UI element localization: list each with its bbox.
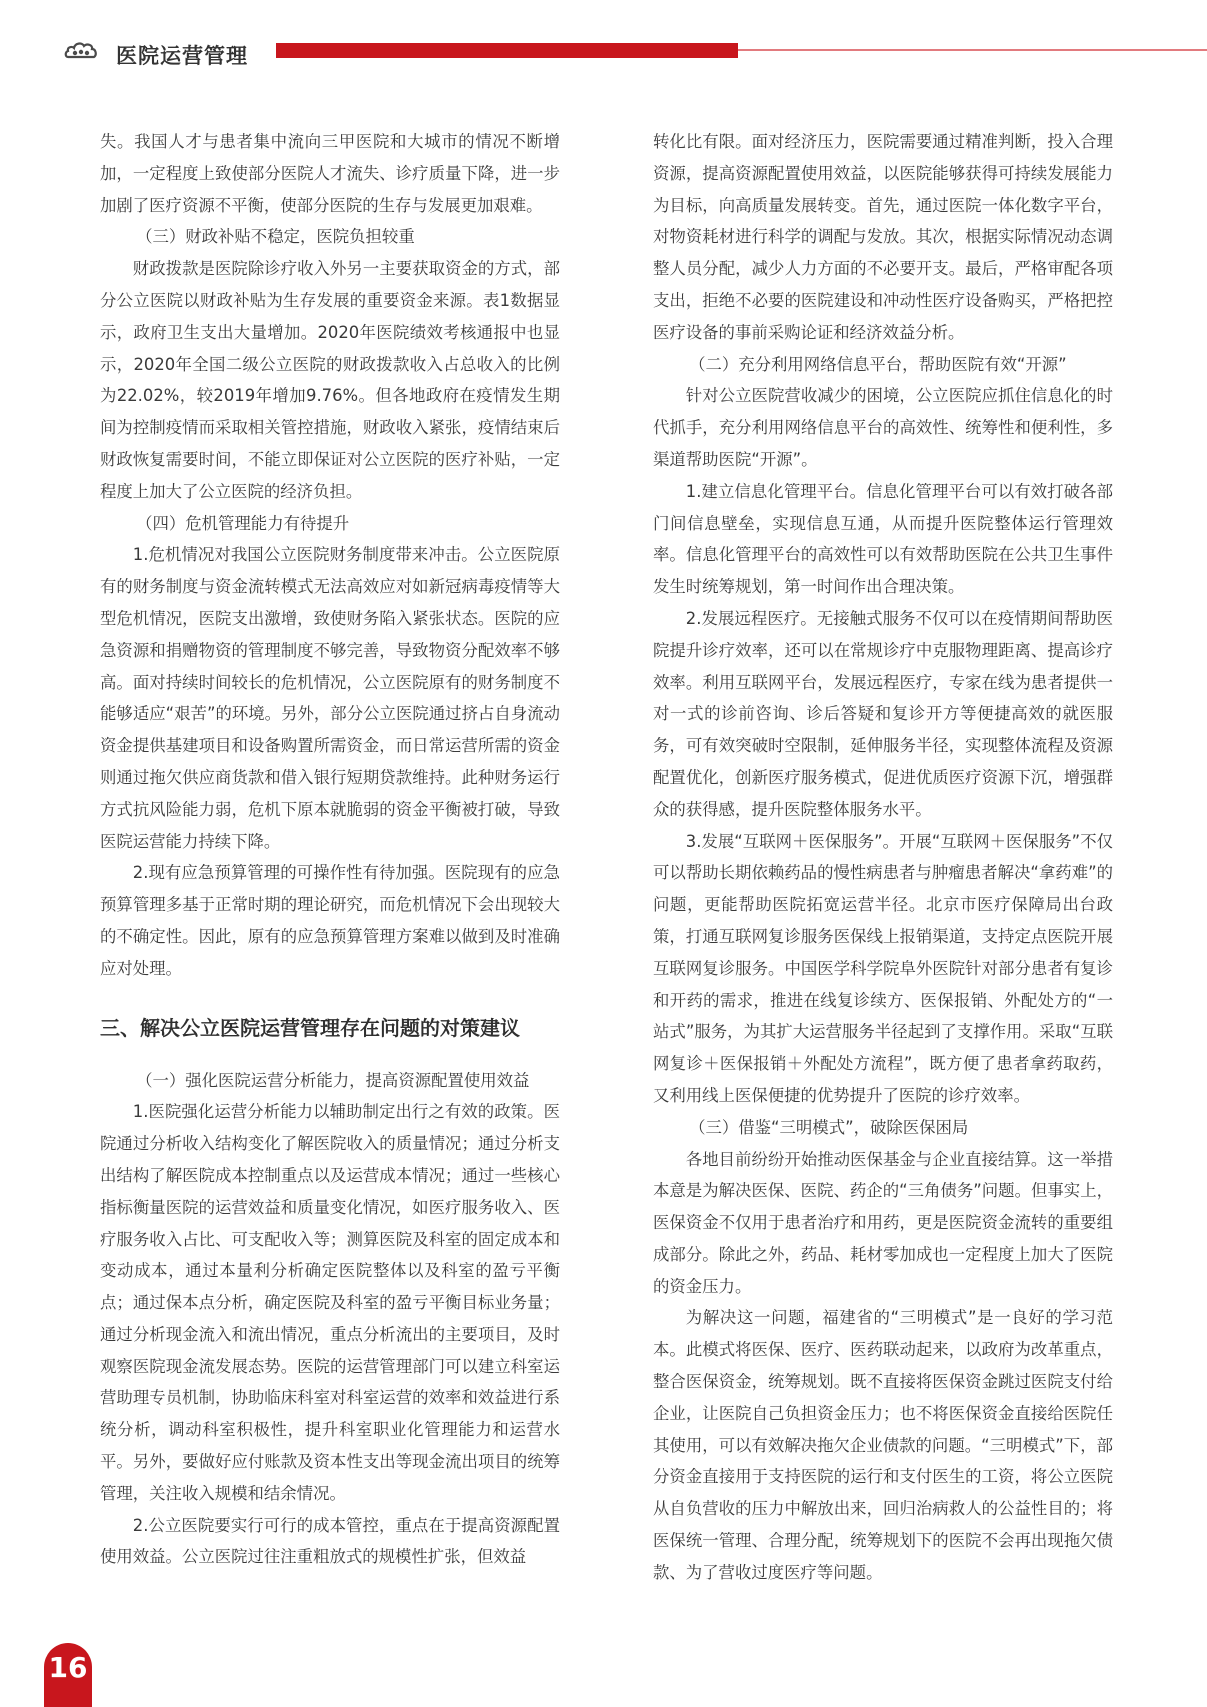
- section-heading: 三、解决公立医院运营管理存在问题的对策建议: [100, 1015, 520, 1040]
- right-column: [653, 126, 1113, 1589]
- subsection-heading: （三）财政补贴不稳定，医院负担较重: [136, 227, 415, 247]
- body-paragraph: 各地目前纷纷开始推动医保基金与企业直接结算。这一举措本意是为解决医保、医院、药企的“三角债务”问题。但事实上，医保资金不仅用于患者治疗和用药，更是医院资金流转的重要组成部分。除此之外，药品、耗材零加成也一定程度上加大了医院的资金压力。: [653, 1149, 1113, 1296]
- body-paragraph: 针对公立医院营收减少的困境，公立医院应抓住信息化的时代抓手，充分利用网络信息平台的高效性、统筹性和便利性，多渠道帮助医院“开源”。: [653, 386, 1113, 469]
- body-paragraph: 1.危机情况对我国公立医院财务制度带来冲击。公立医院原有的财务制度与资金流转模式无法高效应对如新冠病毒疫情等大型危机情况，医院支出激增，致使财务陷入紧张状态。医院的应急资源和捐赠物资的管理制度不够完善，导致物资分配效率不够高。面对持续时间较长的危机情况，公立医院原有的财务制度不能够适应“艰苦”的环境。另外，部分公立医院通过挤占自身流动资金提供基建项目和设备购置所需资金，而日常运营所需的资金则通过拖欠供应商货款和借入银行短期贷款维持。此种财务运行方式抗风险能力弱，危机下原本就脆弱的资金平衡被打破，导致医院运营能力持续下降。: [100, 545, 560, 851]
- page-number: 16: [48, 1651, 88, 1684]
- header-rule-line: [738, 49, 1207, 51]
- body-paragraph: 2.发展远程医疗。无接触式服务不仅可以在疫情期间帮助医院提升诊疗效率，还可以在常规诊疗中克服物理距离、提高诊疗效率。利用互联网平台，发展远程医疗，专家在线为患者提供一对一式的诊前咨询、诊后答疑和复诊开方等便捷高效的就医服务，可有效突破时空限制，延伸服务半径，实现整体流程及资源配置优化，创新医疗服务模式，促进优质医疗资源下沉，增强群众的获得感，提升医院整体服务水平。: [653, 608, 1113, 819]
- subsection-heading: （二）充分利用网络信息平台，帮助医院有效“开源”: [689, 354, 1067, 374]
- page-number-tab: [44, 1643, 92, 1707]
- body-paragraph: 失。我国人才与患者集中流向三甲医院和大城市的情况不断增加，一定程度上致使部分医院人才流失、诊疗质量下降，进一步加剧了医疗资源不平衡，使部分医院的生存与发展更加艰难。: [100, 132, 560, 215]
- left-column: [100, 126, 560, 1573]
- body-paragraph: 为解决这一问题，福建省的“三明模式”是一良好的学习范本。此模式将医保、医疗、医药联动起来，以政府为改革重点，整合医保资金，统筹规划。既不直接将医保资金跳过医院支付给企业，让医院自己负担资金压力；也不将医保资金直接给医院任其使用，可以有效解决拖欠企业债款的问题。“三明模式”下，部分资金直接用于支持医院的运行和支付医生的工资，将公立医院从自负营收的压力中解放出来，回归治病救人的公益性目的；将医保统一管理、合理分配，统筹规划下的医院不会再出现拖欠债款、为了营收过度医疗等问题。: [653, 1308, 1113, 1582]
- subsection-heading: （三）借鉴“三明模式”，破除医保困局: [689, 1117, 969, 1137]
- body-paragraph: 2.现有应急预算管理的可操作性有待加强。医院现有的应急预算管理多基于正常时期的理论研究，而危机情况下会出现较大的不确定性。因此，原有的应急预算管理方案难以做到及时准确应对处理。: [100, 863, 560, 978]
- body-paragraph: 3.发展“互联网＋医保服务”。开展“互联网＋医保服务”不仅可以帮助长期依赖药品的慢性病患者与肿瘤患者解决“拿药难”的问题，更能帮助医院拓宽运营半径。北京市医疗保障局出台政策，打通互联网复诊服务医保线上报销渠道，支持定点医院开展互联网复诊服务。中国医学科学院阜外医院针对部分患者有复诊和开药的需求，推进在线复诊续方、医保报销、外配处方的“一站式”服务，为其扩大运营服务半径起到了支撑作用。采取“互联网复诊＋医保报销＋外配处方流程”，既方便了患者拿药取药，又利用线上医保便捷的优势提升了医院的诊疗效率。: [653, 831, 1113, 1105]
- page-header: [0, 0, 1207, 100]
- body-paragraph: 财政拨款是医院除诊疗收入外另一主要获取资金的方式，部分公立医院以财政补贴为生存发展的重要资金来源。表1数据显示，政府卫生支出大量增加。2020年医院绩效考核通报中也显示，2020年全国二级公立医院的财政拨款收入占总收入的比例为22.02%，较2019年增加9.76%。但各地政府在疫情发生期间为控制疫情而采取相关管控措施，财政收入紧张，疫情结束后财政恢复需要时间，不能立即保证对公立医院的医疗补贴，一定程度上加大了公立医院的经济负担。: [100, 259, 560, 501]
- cloud-emblem-icon: [64, 38, 98, 62]
- header-accent-bar: [276, 43, 738, 58]
- body-paragraph: 2.公立医院要实行可行的成本管控，重点在于提高资源配置使用效益。公立医院过往注重粗放式的规模性扩张，但效益: [100, 1515, 560, 1567]
- body-paragraph: 1.建立信息化管理平台。信息化管理平台可以有效打破各部门间信息壁垒，实现信息互通，从而提升医院整体运行管理效率。信息化管理平台的高效性可以有效帮助医院在公共卫生事件发生时统筹规划，第一时间作出合理决策。: [653, 481, 1113, 597]
- subsection-heading: （一）强化医院运营分析能力，提高资源配置使用效益: [136, 1070, 530, 1090]
- body-paragraph: 转化比有限。面对经济压力，医院需要通过精准判断，投入合理资源，提高资源配置使用效益，以医院能够获得可持续发展能力为目标，向高质量发展转变。首先，通过医院一体化数字平台，对物资耗材进行科学的调配与发放。其次，根据实际情况动态调整人员分配，减少人力方面的不必要开支。最后，严格审配各项支出，拒绝不必要的医院建设和冲动性医疗设备购买，严格把控医疗设备的事前采购论证和经济效益分析。: [653, 132, 1113, 342]
- header-title: 医院运营管理: [116, 44, 248, 68]
- subsection-heading: （四）危机管理能力有待提升: [136, 513, 350, 533]
- body-paragraph: 1.医院强化运营分析能力以辅助制定出行之有效的政策。医院通过分析收入结构变化了解医院收入的质量情况；通过分析支出结构了解医院成本控制重点以及运营成本情况；通过一些核心指标衡量医院的运营效益和质量变化情况，如医疗服务收入、医疗服务收入占比、可支配收入等；测算医院及科室的固定成本和变动成本，通过本量利分析确定医院整体以及科室的盈亏平衡点；通过保本点分析，确定医院及科室的盈亏平衡目标业务量；通过分析现金流入和流出情况，重点分析流出的主要项目，及时观察医院现金流发展态势。医院的运营管理部门可以建立科室运营助理专员机制，协助临床科室对科室运营的效率和效益进行系统分析，调动科室积极性，提升科室职业化管理能力和运营水平。另外，要做好应付账款及资本性支出等现金流出项目的统筹管理，关注收入规模和结余情况。: [100, 1102, 560, 1503]
